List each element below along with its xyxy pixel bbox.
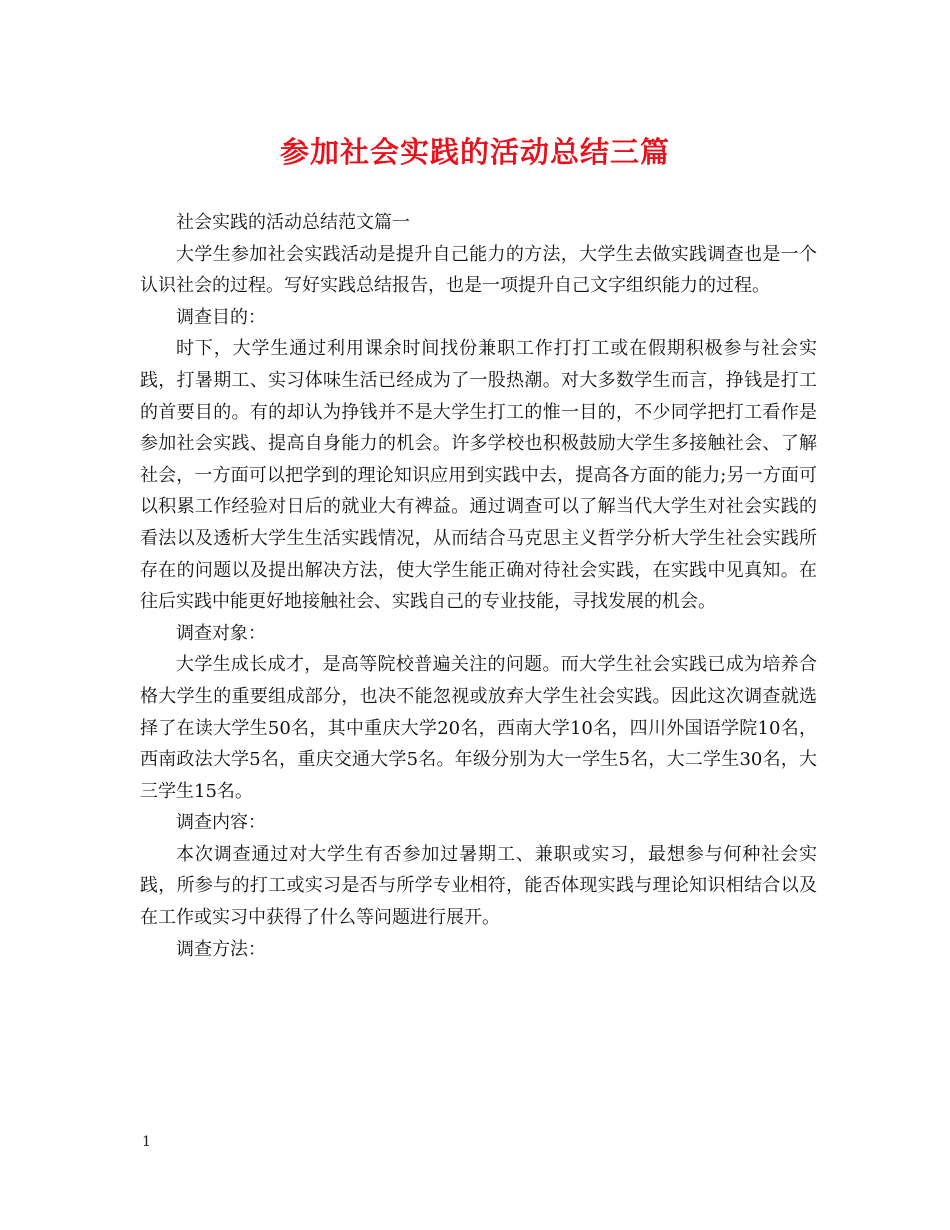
subheading-method: 调查方法： — [176, 938, 266, 960]
section-heading: 社会实践的活动总结范文篇一 — [176, 212, 410, 233]
subheading-subjects: 调查对象： — [176, 622, 266, 644]
paragraph: 本次调查通过对大学生有否参加过暑期工、兼职或实习，最想参与何种社会实践，所参与的打工或实习是否与所学专业相符，能否体现实践与理论知识相结合以及在工作或实习中获得了什么等问题进行展开。 — [140, 843, 817, 929]
page-number: 1 — [142, 1134, 151, 1150]
document-title: 参加社会实践的活动总结三篇 — [279, 135, 670, 169]
document-body — [140, 207, 817, 965]
subheading-purpose: 调查目的： — [176, 306, 266, 328]
subheading-content: 调查内容： — [176, 812, 266, 834]
paragraph: 大学生参加社会实践活动是提升自己能力的方法，大学生去做实践调查也是一个认识社会的过程。写好实践总结报告，也是一项提升自己文字组织能力的过程。 — [140, 243, 817, 297]
paragraph: 时下，大学生通过利用课余时间找份兼职工作打打工或在假期积极参与社会实践，打暑期工、实习体味生活已经成为了一股热潮。对大多数学生而言，挣钱是打工的首要目的。有的却认为挣钱并不是大学生打工的惟一目的，不少同学把打工看作是参加社会实践、提高自身能力的机会。许多学校也积极鼓励大学生多接触社会、了解社会，一方面可以把学到的理论知识应用到实践中去，提高各方面的能力;另一方面可以积累工作经验对日后的就业大有裨益。通过调查可以了解当代大学生对社会实践的看法以及透析大学生生活实践情况，从而结合马克思主义哲学分析大学生社会实践所存在的问题以及提出解决方法，使大学生能正确对待社会实践，在实践中见真知。在往后实践中能更好地接触社会、实践自己的专业技能，寻找发展的机会。 — [140, 338, 817, 613]
paragraph: 大学生成长成才，是高等院校普遍关注的问题。而大学生社会实践已成为培养合格大学生的重要组成部分，也决不能忽视或放弃大学生社会实践。因此这次调查就选择了在读大学生50名，其中重庆大学20名，西南大学10名，四川外国语学院10名，西南政法大学5名，重庆交通大学5名。年级分别为大一学生5名，大二学生30名，大三学生15名。 — [140, 654, 817, 802]
